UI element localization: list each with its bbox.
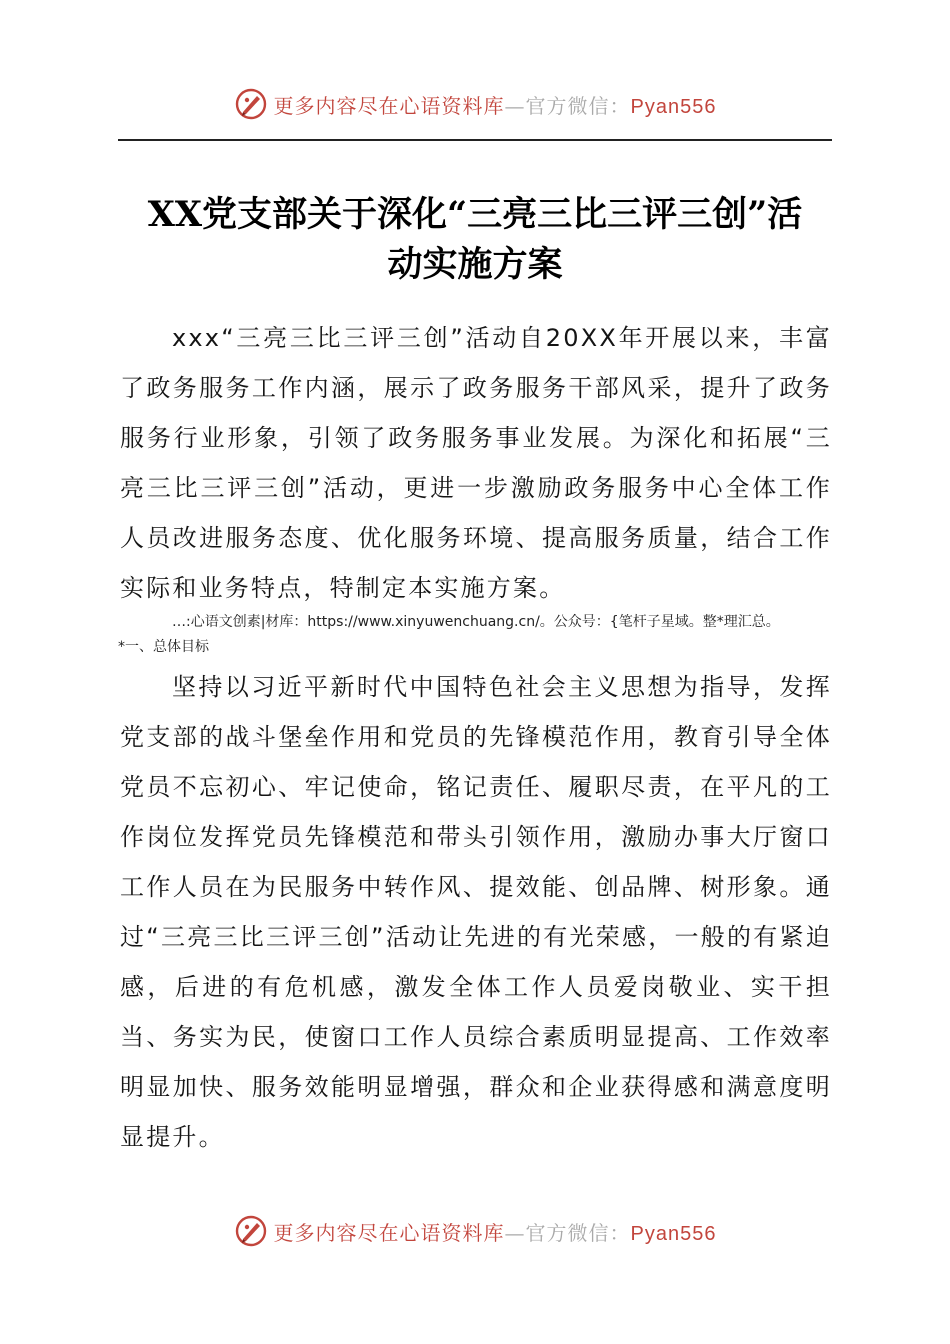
- pen-logo-icon: [234, 1214, 268, 1248]
- header-banner-text: [274, 90, 717, 119]
- footer-banner-text: [274, 1217, 717, 1246]
- section-heading-goals: *一、总体目标: [118, 639, 209, 655]
- header-banner: [0, 82, 950, 126]
- title-line-2: 动实施方案: [387, 244, 563, 285]
- intro-paragraph: xxx“三亮三比三评三创”活动自20XX年开展以来，丰富了政务服务工作内涵，展示了政务服务干部风采，提升了政务服务行业形象，引领了政务服务事业发展。为深化和拓展“三亮三比三评三创”活动，更进一步激励政务服务中心全体工作人员改进服务态度、优化服务环境、提高服务质量，结合工作实际和业务特点，特制定本实施方案。: [120, 324, 832, 602]
- header-brand-text: 更多内容尽在心语资料库: [273, 93, 505, 118]
- title-line-1: XX党支部关于深化“三亮三比三评三创”活: [147, 194, 803, 235]
- document-title: [100, 190, 850, 290]
- watermark-source-line: …:心语文创素|材库：https://www.xinyuwenchuang.cn/。公众号：{笔杆子星域。整*理汇总。: [172, 614, 780, 630]
- footer-brand-text: 更多内容尽在心语资料库: [273, 1220, 505, 1245]
- header-wechat-id: Pyan556: [630, 95, 717, 118]
- footer-banner: [0, 1209, 950, 1253]
- footer-wechat-id: Pyan556: [630, 1222, 717, 1245]
- footer-separator-text: —官方微信：: [504, 1220, 631, 1245]
- header-divider: [118, 139, 832, 141]
- header-separator-text: —官方微信：: [504, 93, 631, 118]
- goals-paragraph: 坚持以习近平新时代中国特色社会主义思想为指导，发挥党支部的战斗堡垒作用和党员的先锋模范作用，教育引导全体党员不忘初心、牢记使命，铭记责任、履职尽责，在平凡的工作岗位发挥党员先锋模范和带头引领作用，激励办事大厅窗口工作人员在为民服务中转作风、提效能、创品牌、树形象。通过“三亮三比三评三创”活动让先进的有光荣感，一般的有紧迫感，后进的有危机感，激发全体工作人员爱岗敬业、实干担当、务实为民，使窗口工作人员综合素质明显提高、工作效率明显加快、服务效能明显增强，群众和企业获得感和满意度明显提升。: [120, 673, 832, 1151]
- pen-logo-icon: [234, 87, 268, 121]
